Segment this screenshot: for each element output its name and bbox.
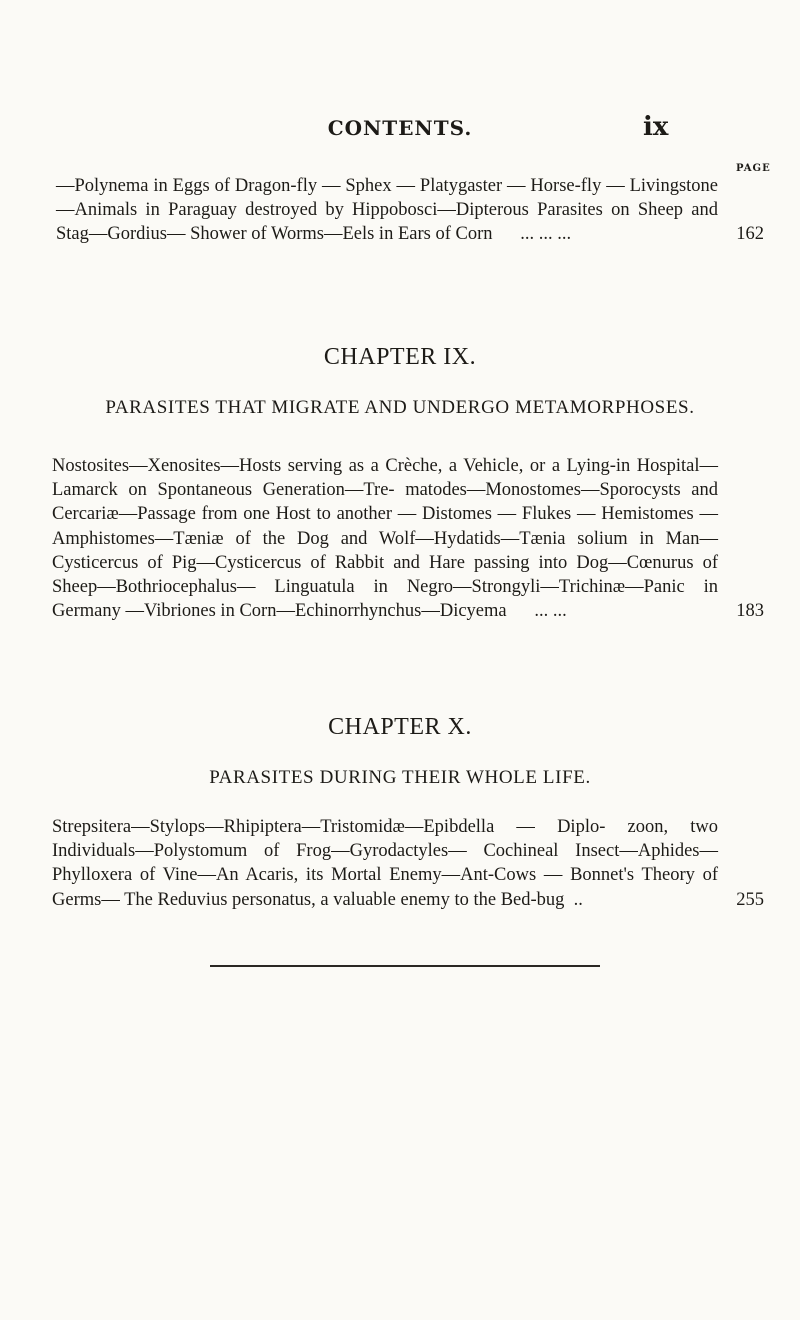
chapter-heading: CHAPTER X.	[328, 714, 472, 740]
chapter-heading: CHAPTER IX.	[323, 344, 477, 370]
toc-entry-leader: ... ...	[534, 601, 567, 622]
toc-entry-description: Strepsitera—Stylops—Rhipiptera—Tristomidæ—Epibdella — Diplo- zoon, two Individuals—Polystomum of Frog—Gyrodactyles— Cochineal Insect—Aphides—Phylloxera of Vine—An Acaris, its Mortal Enemy—Ant-Cows — Bonnet's Theory of Germs— The Reduvius personatus, a valuable enemy to the Bed-bug	[52, 817, 718, 910]
toc-entry-text	[52, 815, 764, 912]
running-title: CONTENTS.	[327, 116, 473, 140]
toc-entry-leader: ..	[573, 889, 583, 910]
chapter-title: PARASITES THAT MIGRATE AND UNDERGO METAMORPHOSES.	[105, 397, 695, 418]
toc-entry-page: 183	[736, 601, 764, 622]
page-column-label: PAGE	[736, 163, 771, 174]
toc-entry-page: 255	[736, 889, 764, 910]
section-divider	[210, 965, 600, 967]
toc-entry	[52, 815, 764, 912]
page-number: ix	[643, 112, 669, 142]
toc-entry-description: —Polynema in Eggs of Dragon-fly — Sphex — Platygaster — Horse-fly — Livingstone—Animals in Paraguay destroyed by Hippobosci—Dipterous Parasites on Sheep and Stag—Gordius— Shower of Worms—Eels in Ears of Corn	[56, 176, 718, 245]
chapter-title: PARASITES DURING THEIR WHOLE LIFE.	[209, 767, 591, 788]
toc-entry-text	[56, 174, 764, 247]
toc-entry-description: Nostosites—Xenosites—Hosts serving as a Crèche, a Vehicle, or a Lying-in Hospital—Lamarck on Spontaneous Generation—Tre- matodes—Monostomes—Sporocysts and Cercariæ—Passage from one Host to another — Distomes — Flukes — Hemistomes — Amphistomes—Tæniæ of the Dog and Wolf—Hydatids—Tænia solium in Man—Cysticercus of Pig—Cysticercus of Rabbit and Hare passing into Dog—Cœnurus of Sheep—Bothriocephalus— Linguatula in Negro—Strongyli—Trichinæ—Panic in Germany —Vibriones in Corn—Echinorrhynchus—Dicyema	[52, 456, 718, 622]
toc-entry-text	[52, 454, 764, 623]
toc-entry-page: 162	[736, 224, 764, 245]
toc-entry	[56, 174, 764, 247]
toc-entry	[52, 454, 764, 623]
toc-entry-leader: ... ... ...	[520, 224, 572, 245]
page-header	[0, 112, 800, 146]
